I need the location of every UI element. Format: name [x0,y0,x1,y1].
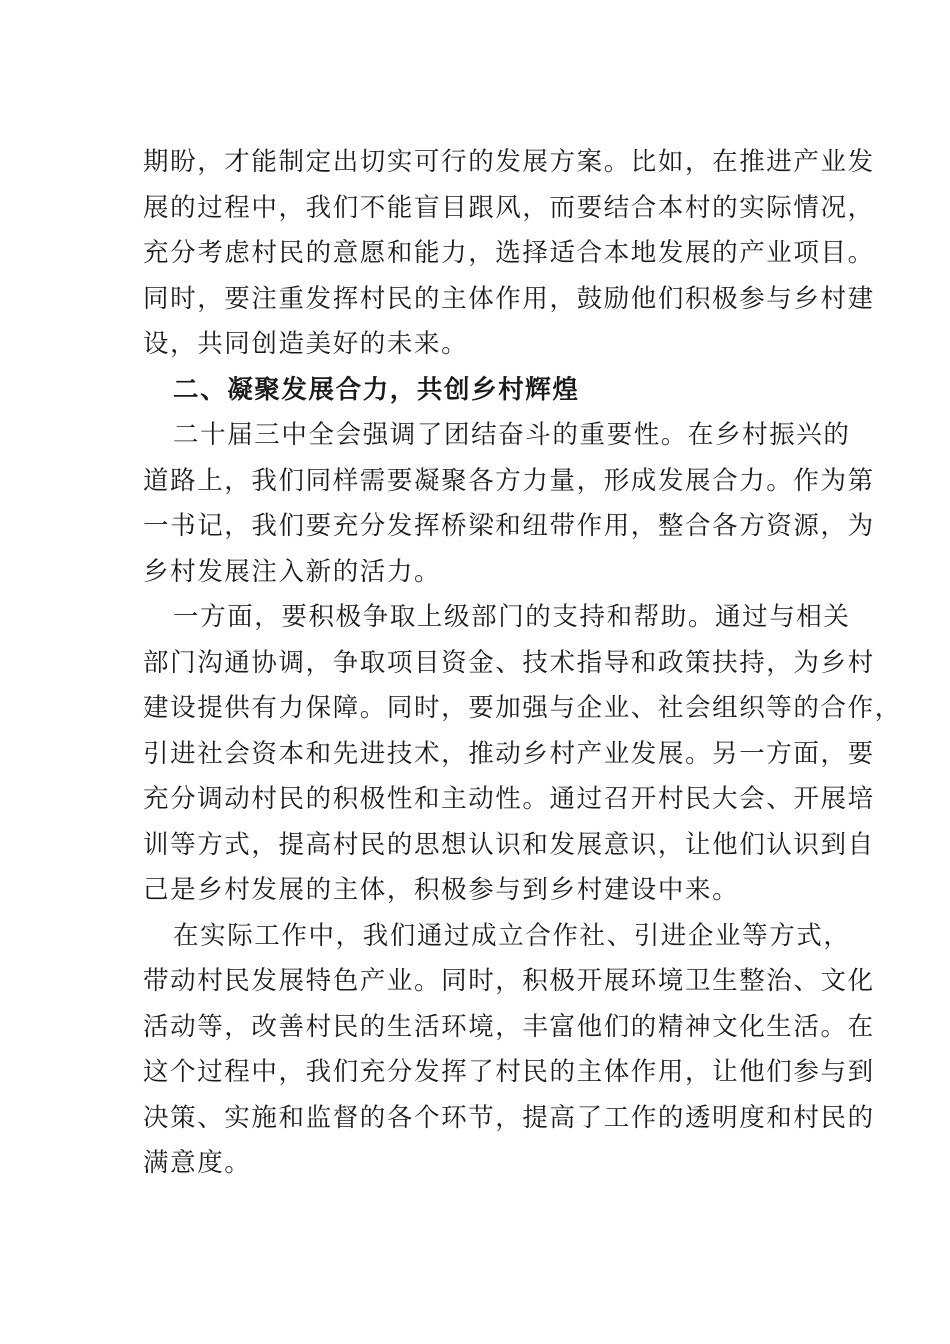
paragraph-first-line: 在实际工作中，我们通过成立合作社、引进企业等方式， [173,920,851,951]
body-line: 活动等，改善村民的生活环境，丰富他们的精神文化生活。在 [143,1011,875,1042]
paragraph-first-line: 二十届三中全会强调了团结奋斗的重要性。在乡村振兴的 [173,420,851,450]
body-line: 部门沟通协调，争取项目资金、技术指导和政策扶持，为乡村 [143,647,875,678]
body-line: 道路上，我们同样需要凝聚各方力量，形成发展合力。作为第 [143,465,875,496]
body-line: 同时，要注重发挥村民的主体作用，鼓励他们积极参与乡村建 [143,283,875,314]
body-line: 乡村发展注入新的活力。 [143,556,442,587]
body-line: 决策、实施和监督的各个环节，提高了工作的透明度和村民的 [143,1102,875,1133]
body-line: 带动村民发展特色产业。同时，积极开展环境卫生整治、文化 [143,966,875,996]
body-line: 期盼，才能制定出切实可行的发展方案。比如，在推进产业发 [143,147,875,177]
body-line: 引进社会资本和先进技术，推动乡村产业发展。另一方面，要 [143,738,875,769]
section-heading: 二、凝聚发展合力，共创乡村辉煌 [173,374,580,405]
body-line: 建设提供有力保障。同时，要加强与企业、社会组织等的合作， [143,693,902,723]
document-body [143,140,902,1187]
body-line: 这个过程中，我们充分发挥了村民的主体作用，让他们参与到 [143,1057,875,1087]
body-line: 满意度。 [143,1148,252,1178]
body-line: 一书记，我们要充分发挥桥梁和纽带作用，整合各方资源，为 [143,511,875,541]
body-line: 训等方式，提高村民的思想认识和发展意识，让他们认识到自 [143,829,875,860]
paragraph-first-line: 一方面，要积极争取上级部门的支持和帮助。通过与相关 [173,602,851,632]
body-line: 充分考虑村民的意愿和能力，选择适合本地发展的产业项目。 [143,238,875,268]
body-line: 展的过程中，我们不能盲目跟风，而要结合本村的实际情况， [143,192,875,223]
body-line: 己是乡村发展的主体，积极参与到乡村建设中来。 [143,875,740,905]
body-line: 设，共同创造美好的未来。 [143,329,469,359]
body-line: 充分调动村民的积极性和主动性。通过召开村民大会、开展培 [143,784,875,814]
